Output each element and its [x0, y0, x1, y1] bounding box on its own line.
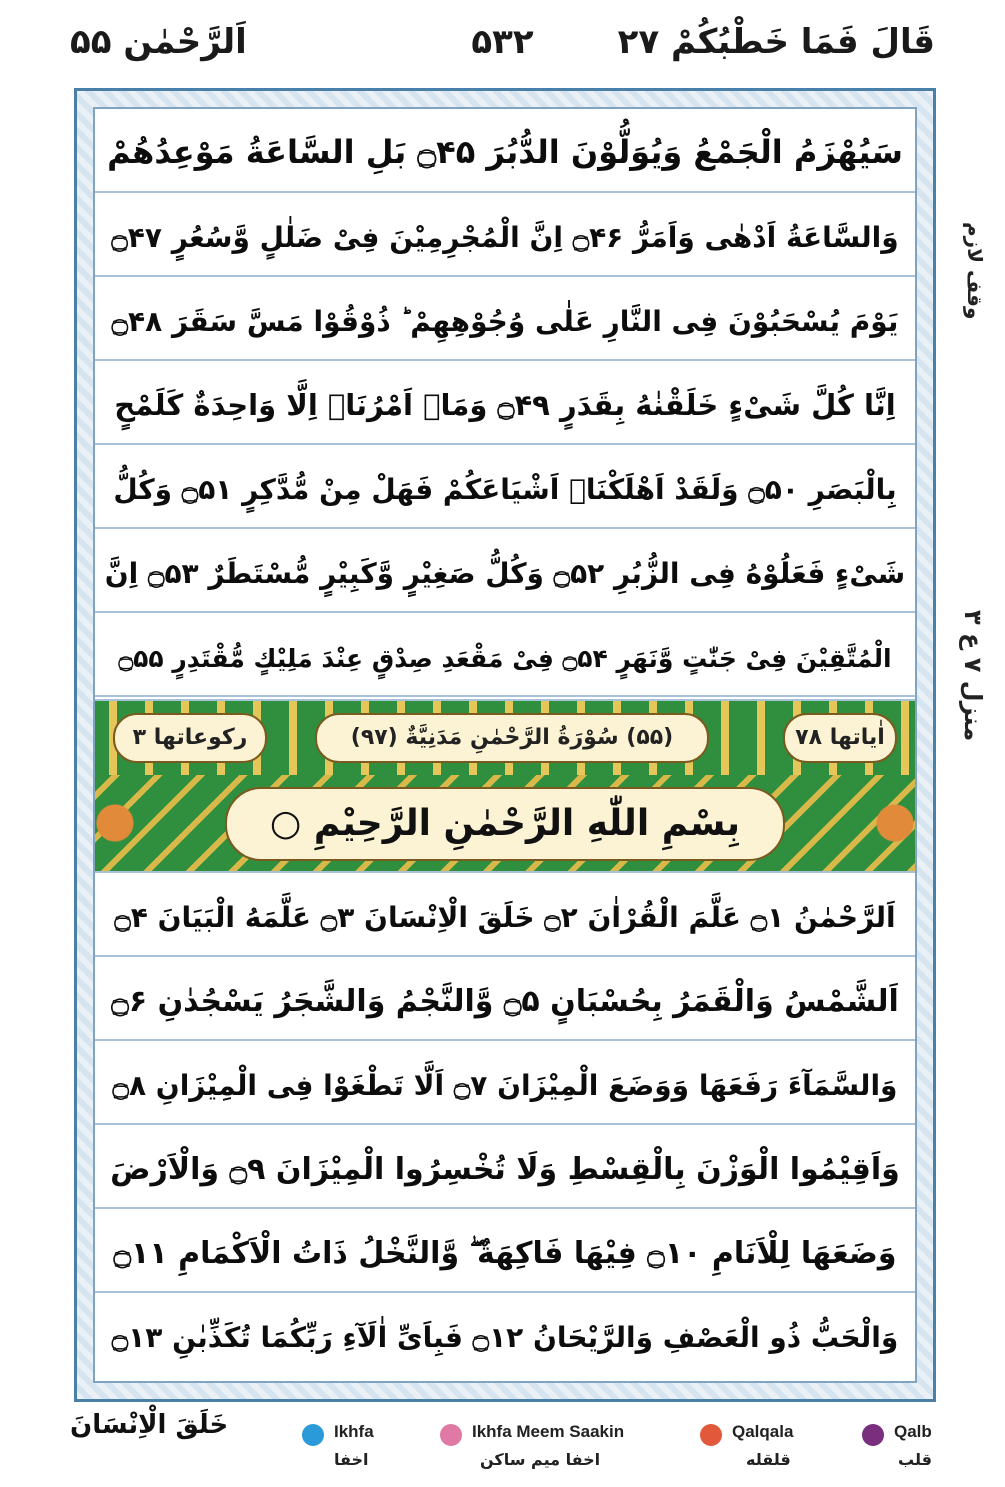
verse-line: [95, 873, 915, 957]
legend-label-ur: قلب: [898, 1450, 932, 1469]
verse-text: اِنَّا كُلَّ شَىْءٍ خَلَقْنٰهُ بِقَدَرٍ ۝۴۹ وَمَاۤ اَمْرُنَاۤ اِلَّا وَاحِدَةٌ كَلَمْحٍ: [114, 388, 896, 422]
verse-text: وَاَقِيْمُوا الْوَزْنَ بِالْقِسْطِ وَلَا تُخْسِرُوا الْمِيْزَانَ ۝۹ وَالْاَرْضَ: [110, 1152, 900, 1187]
page-frame: [74, 88, 936, 1402]
catchword: خَلَقَ الْاِنْسَانَ: [70, 1410, 229, 1440]
legend-item-qalqala: [700, 1418, 820, 1478]
qalb-color-dot: [862, 1424, 884, 1446]
legend-label-en: Ikhfa Meem Saakin: [472, 1422, 625, 1441]
bismillah-text: بِسْمِ اللّٰهِ الرَّحْمٰنِ الرَّحِيْمِ ○: [225, 787, 785, 861]
legend-label-en: Qalb: [894, 1422, 932, 1441]
page-number: ۵۳۲: [471, 22, 534, 62]
verse-text: سَيُهْزَمُ الْجَمْعُ وَيُوَلُّوْنَ الدُّبُرَ ۝۴۵ بَلِ السَّاعَةُ مَوْعِدُهُمْ: [107, 133, 903, 171]
verse-line: [95, 445, 915, 529]
ruku-count: رکوعاتھا ۳: [113, 713, 267, 763]
verse-line: [95, 361, 915, 445]
bismillah-banner: [95, 775, 915, 873]
verse-text: وَالسَّمَآءَ رَفَعَهَا وَوَضَعَ الْمِيْزَانَ ۝۷ اَلَّا تَطْغَوْا فِى الْمِيْزَانِ ۝۸: [112, 1069, 898, 1102]
tajweed-legend: [0, 1408, 1005, 1487]
verse-line: [95, 529, 915, 613]
juz-name-header: قَالَ فَمَا خَطْبُكُمْ ۲۷: [617, 22, 935, 62]
verse-text: اَلرَّحْمٰنُ ۝۱ عَلَّمَ الْقُرْاٰنَ ۝۲ خَلَقَ الْاِنْسَانَ ۝۳ عَلَّمَهُ الْبَيَانَ ۝۴: [114, 901, 896, 934]
legend-label-en: Ikhfa: [334, 1422, 374, 1441]
legend-item-ikhfa-meem: [440, 1418, 650, 1478]
verse-line: [95, 613, 915, 697]
verse-line: [95, 957, 915, 1041]
page-header: [0, 0, 1005, 80]
ikhfa-color-dot: [302, 1424, 324, 1446]
verse-text: اَلشَّمْسُ وَالْقَمَرُ بِحُسْبَانٍ ۝۵ وَّالنَّجْمُ وَالشَّجَرُ يَسْجُدٰنِ ۝۶: [111, 984, 899, 1019]
verse-text: وَالسَّاعَةُ اَدْهٰى وَاَمَرُّ ۝۴۶ اِنَّ الْمُجْرِمِيْنَ فِىْ ضَلٰلٍ وَّسُعُرٍ ۝۴۷: [111, 221, 899, 254]
verse-line: [95, 1041, 915, 1125]
legend-item-ikhfa: [302, 1418, 422, 1478]
ayat-count: اٰیاتھا ۷۸: [783, 713, 897, 763]
text-area: [93, 107, 917, 1383]
verse-text: الْمُتَّقِيْنَ فِىْ جَنّٰتٍ وَّنَهَرٍ ۝۵۴ فِىْ مَقْعَدِ صِدْقٍ عِنْدَ مَلِيْكٍ مُّقْتَدِرٍ ۝۵۵: [118, 644, 892, 673]
verse-text: وَالْحَبُّ ذُو الْعَصْفِ وَالرَّيْحَانُ ۝۱۲ فَبِاَىِّ اٰلَآءِ رَبِّكُمَا تُكَذِّبٰنِ ۝۱۳: [111, 1321, 899, 1354]
legend-label-ur: اخفا: [334, 1450, 369, 1469]
legend-label-en: Qalqala: [732, 1422, 794, 1441]
verse-line: [95, 193, 915, 277]
verse-line: [95, 1209, 915, 1293]
legend-label-ur: قلقله: [746, 1450, 791, 1469]
verse-line: [95, 1293, 915, 1375]
qalqala-color-dot: [700, 1424, 722, 1446]
verse-text: وَضَعَهَا لِلْاَنَامِ ۝۱۰ فِيْهَا فَاكِهَةٌ ۖ وَّالنَّخْلُ ذَاتُ الْاَكْمَامِ ۝۱۱: [113, 1236, 897, 1271]
verse-line: [95, 1125, 915, 1209]
manzil-margin-note: منزل ۷ ع ۳: [959, 610, 987, 742]
verse-line: [95, 277, 915, 361]
verse-text: يَوْمَ يُسْحَبُوْنَ فِى النَّارِ عَلٰى وُجُوْهِهِمْ ؕ ذُوْقُوْا مَسَّ سَقَرَ ۝۴۸: [111, 305, 899, 338]
legend-item-qalb: [862, 1418, 962, 1478]
ikhfa-meem-color-dot: [440, 1424, 462, 1446]
verse-line: [95, 109, 915, 193]
verse-text: بِالْبَصَرِ ۝۵۰ وَلَقَدْ اَهْلَكْنَاۤ اَشْيَاعَكُمْ فَهَلْ مِنْ مُّدَّكِرٍ ۝۵۱ وَكُلُّ: [113, 473, 897, 506]
waqf-margin-note: وقف لازم: [963, 222, 987, 320]
legend-label-ur: اخفا میم ساکن: [480, 1450, 601, 1469]
surah-name-header: اَلرَّحْمٰن ۵۵: [70, 22, 247, 62]
surah-title: (۵۵) سُوْرَةُ الرَّحْمٰنِ مَدَنِيَّةٌ (۹۷): [315, 713, 709, 763]
surah-header-banner: [95, 699, 915, 777]
verse-text: شَىْءٍ فَعَلُوْهُ فِى الزُّبُرِ ۝۵۲ وَكُلُّ صَغِيْرٍ وَّكَبِيْرٍ مُّسْتَطَرٌ ۝۵۳ اِنَّ: [104, 557, 906, 590]
